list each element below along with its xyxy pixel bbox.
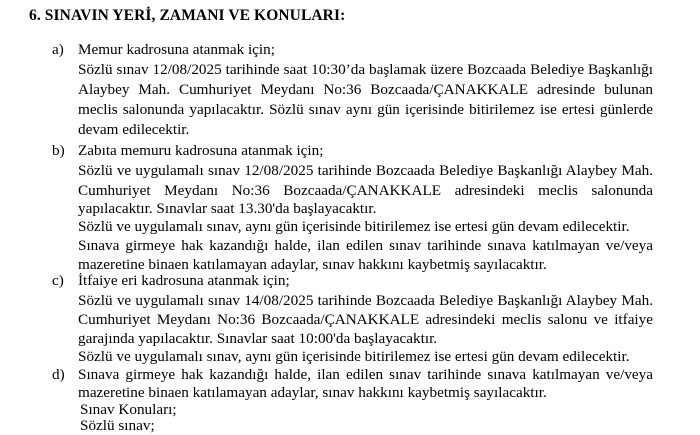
item-b-marker: b) xyxy=(52,142,65,159)
item-b-line-6: Sınava girmeye hak kazandığı halde, ilan edilen sınav tarihinde sınava katılmayan ve/veya xyxy=(78,237,653,254)
item-a-line-5: devam edilecektir. xyxy=(78,121,190,138)
item-b-line-5: Sözlü ve uygulamalı sınav, aynı gün içerisinde bitirilemez ise ertesi gün devam edilecektir. xyxy=(78,218,630,235)
item-d-line-2: mazeretine binaen katılamayan adaylar, sınav hakkını kaybetmiş sayılacaktır. xyxy=(78,384,547,401)
item-c-line-5: Sözlü ve uygulamalı sınav, aynı gün içerisinde bitirilemez ise ertesi gün devam edilecektir. xyxy=(78,348,630,365)
item-a-marker: a) xyxy=(52,41,64,58)
section-heading: 6. SINAVIN YERİ, ZAMANI VE KONULARI: xyxy=(29,7,346,24)
item-b-line-1: Zabıta memuru kadrosuna atanmak için; xyxy=(78,142,324,159)
item-c-line-4: garajında yapılacaktır. Sınavlar saat 10:00'da başlayacaktır. xyxy=(78,330,438,347)
item-a-line-3: Alaybey Mah. Cumhuriyet Meydanı No:36 Bozcaada/ÇANAKKALE adresinde bulunan xyxy=(78,81,653,98)
item-a-line-4: meclis salonunda yapılacaktır. Sözlü sınav aynı gün içerisinde bitirilemez ise ertesi günlerde xyxy=(78,101,653,118)
item-d-marker: d) xyxy=(52,366,65,383)
item-b-line-3: Cumhuriyet Meydanı No:36 Bozcaada/ÇANAKKALE adresindeki meclis salonunda xyxy=(78,182,653,199)
item-d-line-3: Sınav Konuları; xyxy=(80,401,177,418)
item-a-line-1: Memur kadrosuna atanmak için; xyxy=(78,41,275,58)
item-b-line-4: yapılacaktır. Sınavlar saat 13.30'da başlayacaktır. xyxy=(78,200,377,217)
item-c-line-2: Sözlü ve uygulamalı sınav 14/08/2025 tarihinde Bozcaada Belediye Başkanlığı Alaybey Mah. xyxy=(78,292,653,309)
item-c-marker: c) xyxy=(52,272,64,289)
item-b-line-7: mazeretine binaen katılamayan adaylar, sınav hakkını kaybetmiş sayılacaktır. xyxy=(78,256,547,273)
item-b-line-2: Sözlü ve uygulamalı sınav 12/08/2025 tarihinde Bozcaada Belediye Başkanlığı Alaybey Mah. xyxy=(78,162,653,179)
item-d-line-1: Sınava girmeye hak kazandığı halde, ilan edilen sınav tarihinde sınava katılmayan ve/veya xyxy=(78,366,653,383)
item-c-line-1: İtfaiye eri kadrosuna atanmak için; xyxy=(78,272,290,289)
item-a-line-2: Sözlü sınav 12/08/2025 tarihinde saat 10:30’da başlamak üzere Bozcaada Belediye Başkanlığı xyxy=(78,61,653,78)
item-d-line-4: Sözlü sınav; xyxy=(80,417,155,434)
item-c-line-3: Cumhuriyet Meydanı No:36 Bozcaada/ÇANAKKALE adresindeki meclis salonu ve itfaiye xyxy=(78,311,653,328)
